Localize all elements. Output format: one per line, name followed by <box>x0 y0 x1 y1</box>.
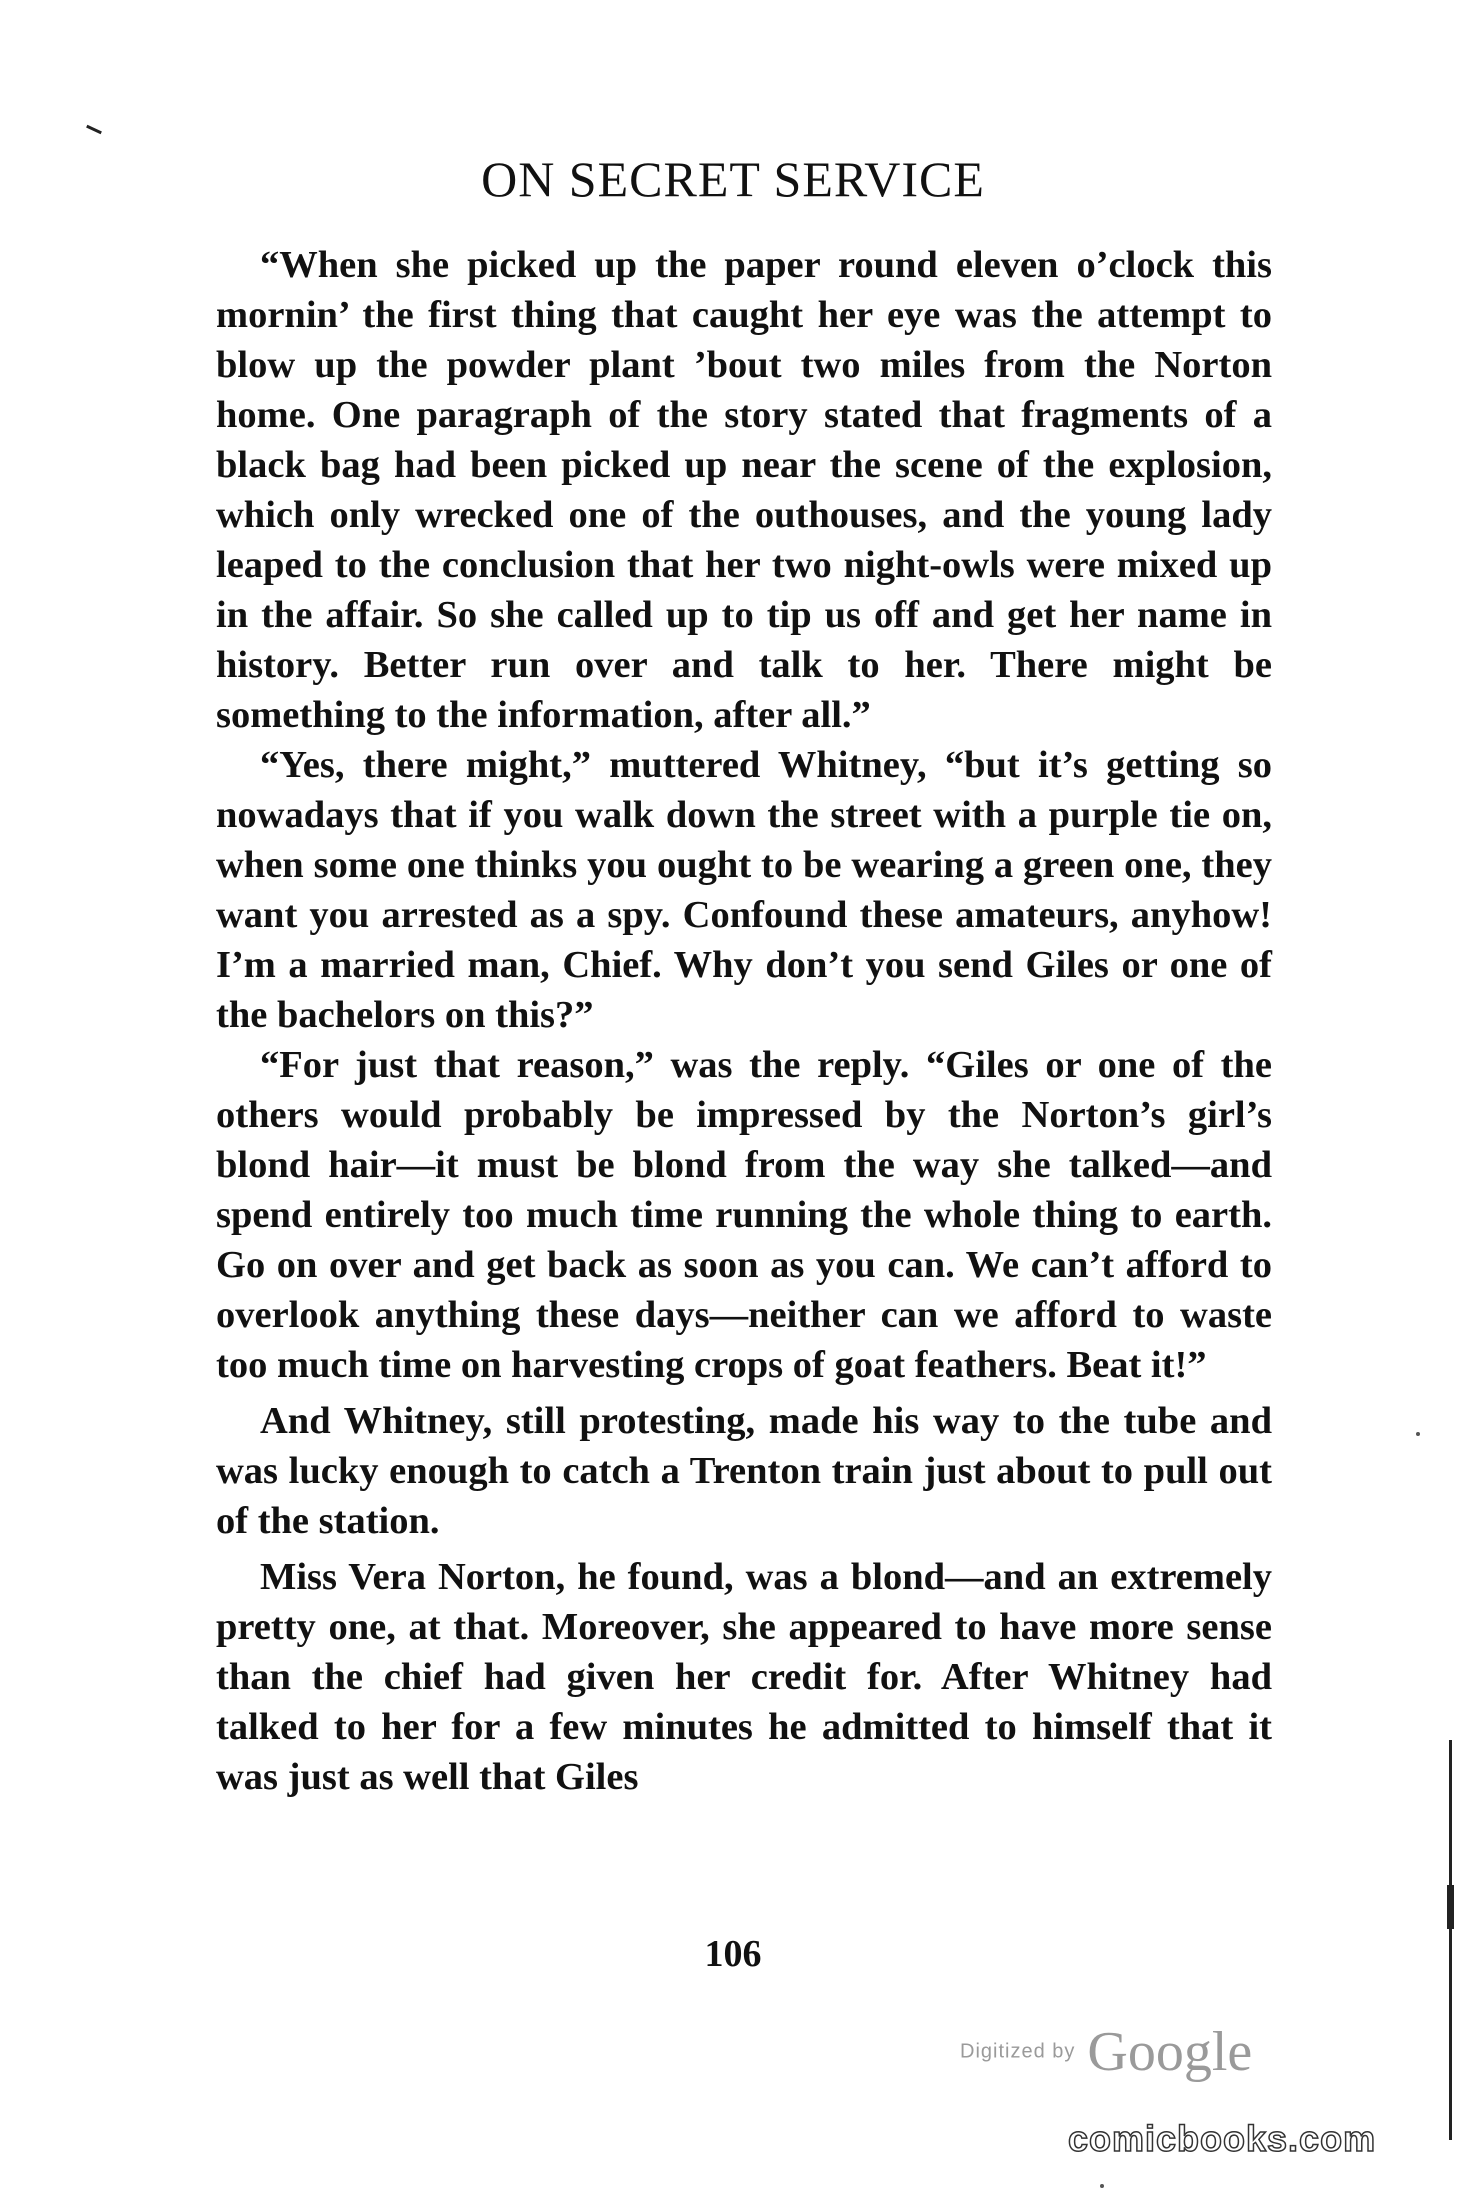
margin-mark <box>86 125 102 134</box>
scan-edge-mark <box>1447 1885 1454 1929</box>
digitized-watermark <box>960 2020 1252 2084</box>
paragraph: “When she picked up the paper round eleven o’clock this mornin’ the first thing that caught her eye was the attempt to blow up the powder plant ’bout two miles from the Norton home. One paragraph of the story stated that fragments of a black bag had been picked up near the scene of the explosion, which only wrecked one of the outhouses, and the young lady leaped to the conclusion that her two night-owls were mixed up in the affair. So she called up to tip us off and get her name in history. Better run over and talk to her. There might be something to the information, after all.” <box>216 244 1272 736</box>
page-number: 106 <box>704 1933 762 1975</box>
paragraph: Miss Vera Norton, he found, was a blond—and an extremely pretty one, at that. Moreover, she appeared to have more sense than the chief had given her credit for. After Whitney had talked to her for a few minutes he admitted to himself that it was just as well that Giles <box>216 1556 1272 1798</box>
running-head: ON SECRET SERVICE <box>481 151 985 207</box>
paragraph: “For just that reason,” was the reply. “Giles or one of the others would probably be impressed by the Norton’s girl’s blond hair—it must be blond from the way she talked—and spend entirely too much time running the whole thing to earth. Go on over and get back as soon as you can. We can’t afford to overlook anything these days—neither can we afford to waste too much time on harvesting crops of goat feathers. Beat it!” <box>216 1044 1272 1386</box>
paragraph: And Whitney, still protesting, made his way to the tube and was lucky enough to catch a Trenton train just about to pull out of the station. <box>216 1400 1272 1542</box>
site-stamp: comicbooks.com <box>1068 2118 1377 2159</box>
scan-speck <box>1100 2184 1104 2188</box>
scan-speck <box>1416 1432 1420 1436</box>
scan-edge-line <box>1449 1740 1452 2140</box>
body-text <box>216 240 1272 1802</box>
paragraph: “Yes, there might,” muttered Whitney, “but it’s getting so nowadays that if you walk down the street with a purple tie on, when some one thinks you ought to be wearing a green one, they want you arrested as a spy. Confound these amateurs, anyhow! I’m a married man, Chief. Why don’t you send Giles or one of the bachelors on this?” <box>216 744 1272 1036</box>
watermark-prefix: Digitized by <box>960 2040 1076 2063</box>
watermark-brand: Google <box>1087 2021 1253 2083</box>
